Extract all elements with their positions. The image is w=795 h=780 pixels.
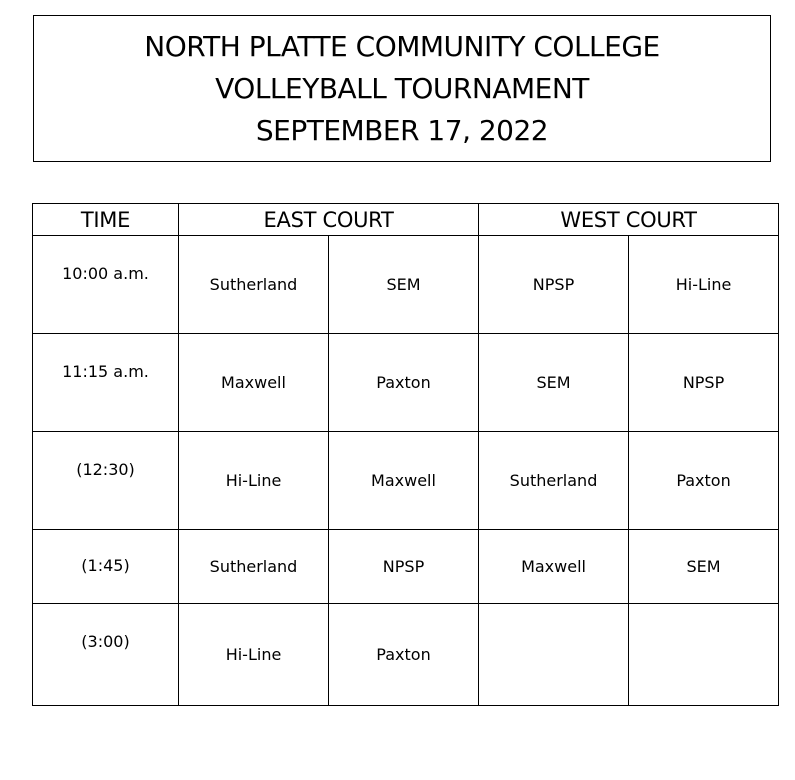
east-team-1: Sutherland bbox=[179, 236, 329, 334]
time-header: TIME bbox=[33, 204, 179, 236]
east-team-1: Hi-Line bbox=[179, 604, 329, 706]
west-team-1: NPSP bbox=[479, 236, 629, 334]
west-court-header: WEST COURT bbox=[479, 204, 779, 236]
east-team-2: SEM bbox=[329, 236, 479, 334]
college-name: NORTH PLATTE COMMUNITY COLLEGE bbox=[144, 29, 660, 63]
west-team-1-empty bbox=[479, 604, 629, 706]
time-cell: 11:15 a.m. bbox=[33, 334, 179, 432]
schedule-table bbox=[32, 203, 779, 706]
east-court-header: EAST COURT bbox=[179, 204, 479, 236]
tournament-name: VOLLEYBALL TOURNAMENT bbox=[215, 71, 589, 105]
east-team-1: Maxwell bbox=[179, 334, 329, 432]
time-cell: (12:30) bbox=[33, 432, 179, 530]
header-row bbox=[33, 204, 779, 236]
west-team-2: Hi-Line bbox=[629, 236, 779, 334]
west-team-2: Paxton bbox=[629, 432, 779, 530]
west-team-1: Sutherland bbox=[479, 432, 629, 530]
east-team-2: NPSP bbox=[329, 530, 479, 604]
west-team-2: SEM bbox=[629, 530, 779, 604]
time-cell: (1:45) bbox=[33, 530, 179, 604]
table-row bbox=[33, 334, 779, 432]
west-team-1: Maxwell bbox=[479, 530, 629, 604]
east-team-2: Paxton bbox=[329, 604, 479, 706]
east-team-2: Maxwell bbox=[329, 432, 479, 530]
time-cell: (3:00) bbox=[33, 604, 179, 706]
table-row bbox=[33, 604, 779, 706]
title-box bbox=[33, 15, 771, 162]
time-cell: 10:00 a.m. bbox=[33, 236, 179, 334]
tournament-date: SEPTEMBER 17, 2022 bbox=[255, 113, 549, 147]
west-team-2: NPSP bbox=[629, 334, 779, 432]
table-row bbox=[33, 530, 779, 604]
table-row bbox=[33, 432, 779, 530]
west-team-2-empty bbox=[629, 604, 779, 706]
table-row bbox=[33, 236, 779, 334]
east-team-1: Hi-Line bbox=[179, 432, 329, 530]
east-team-1: Sutherland bbox=[179, 530, 329, 604]
east-team-2: Paxton bbox=[329, 334, 479, 432]
west-team-1: SEM bbox=[479, 334, 629, 432]
